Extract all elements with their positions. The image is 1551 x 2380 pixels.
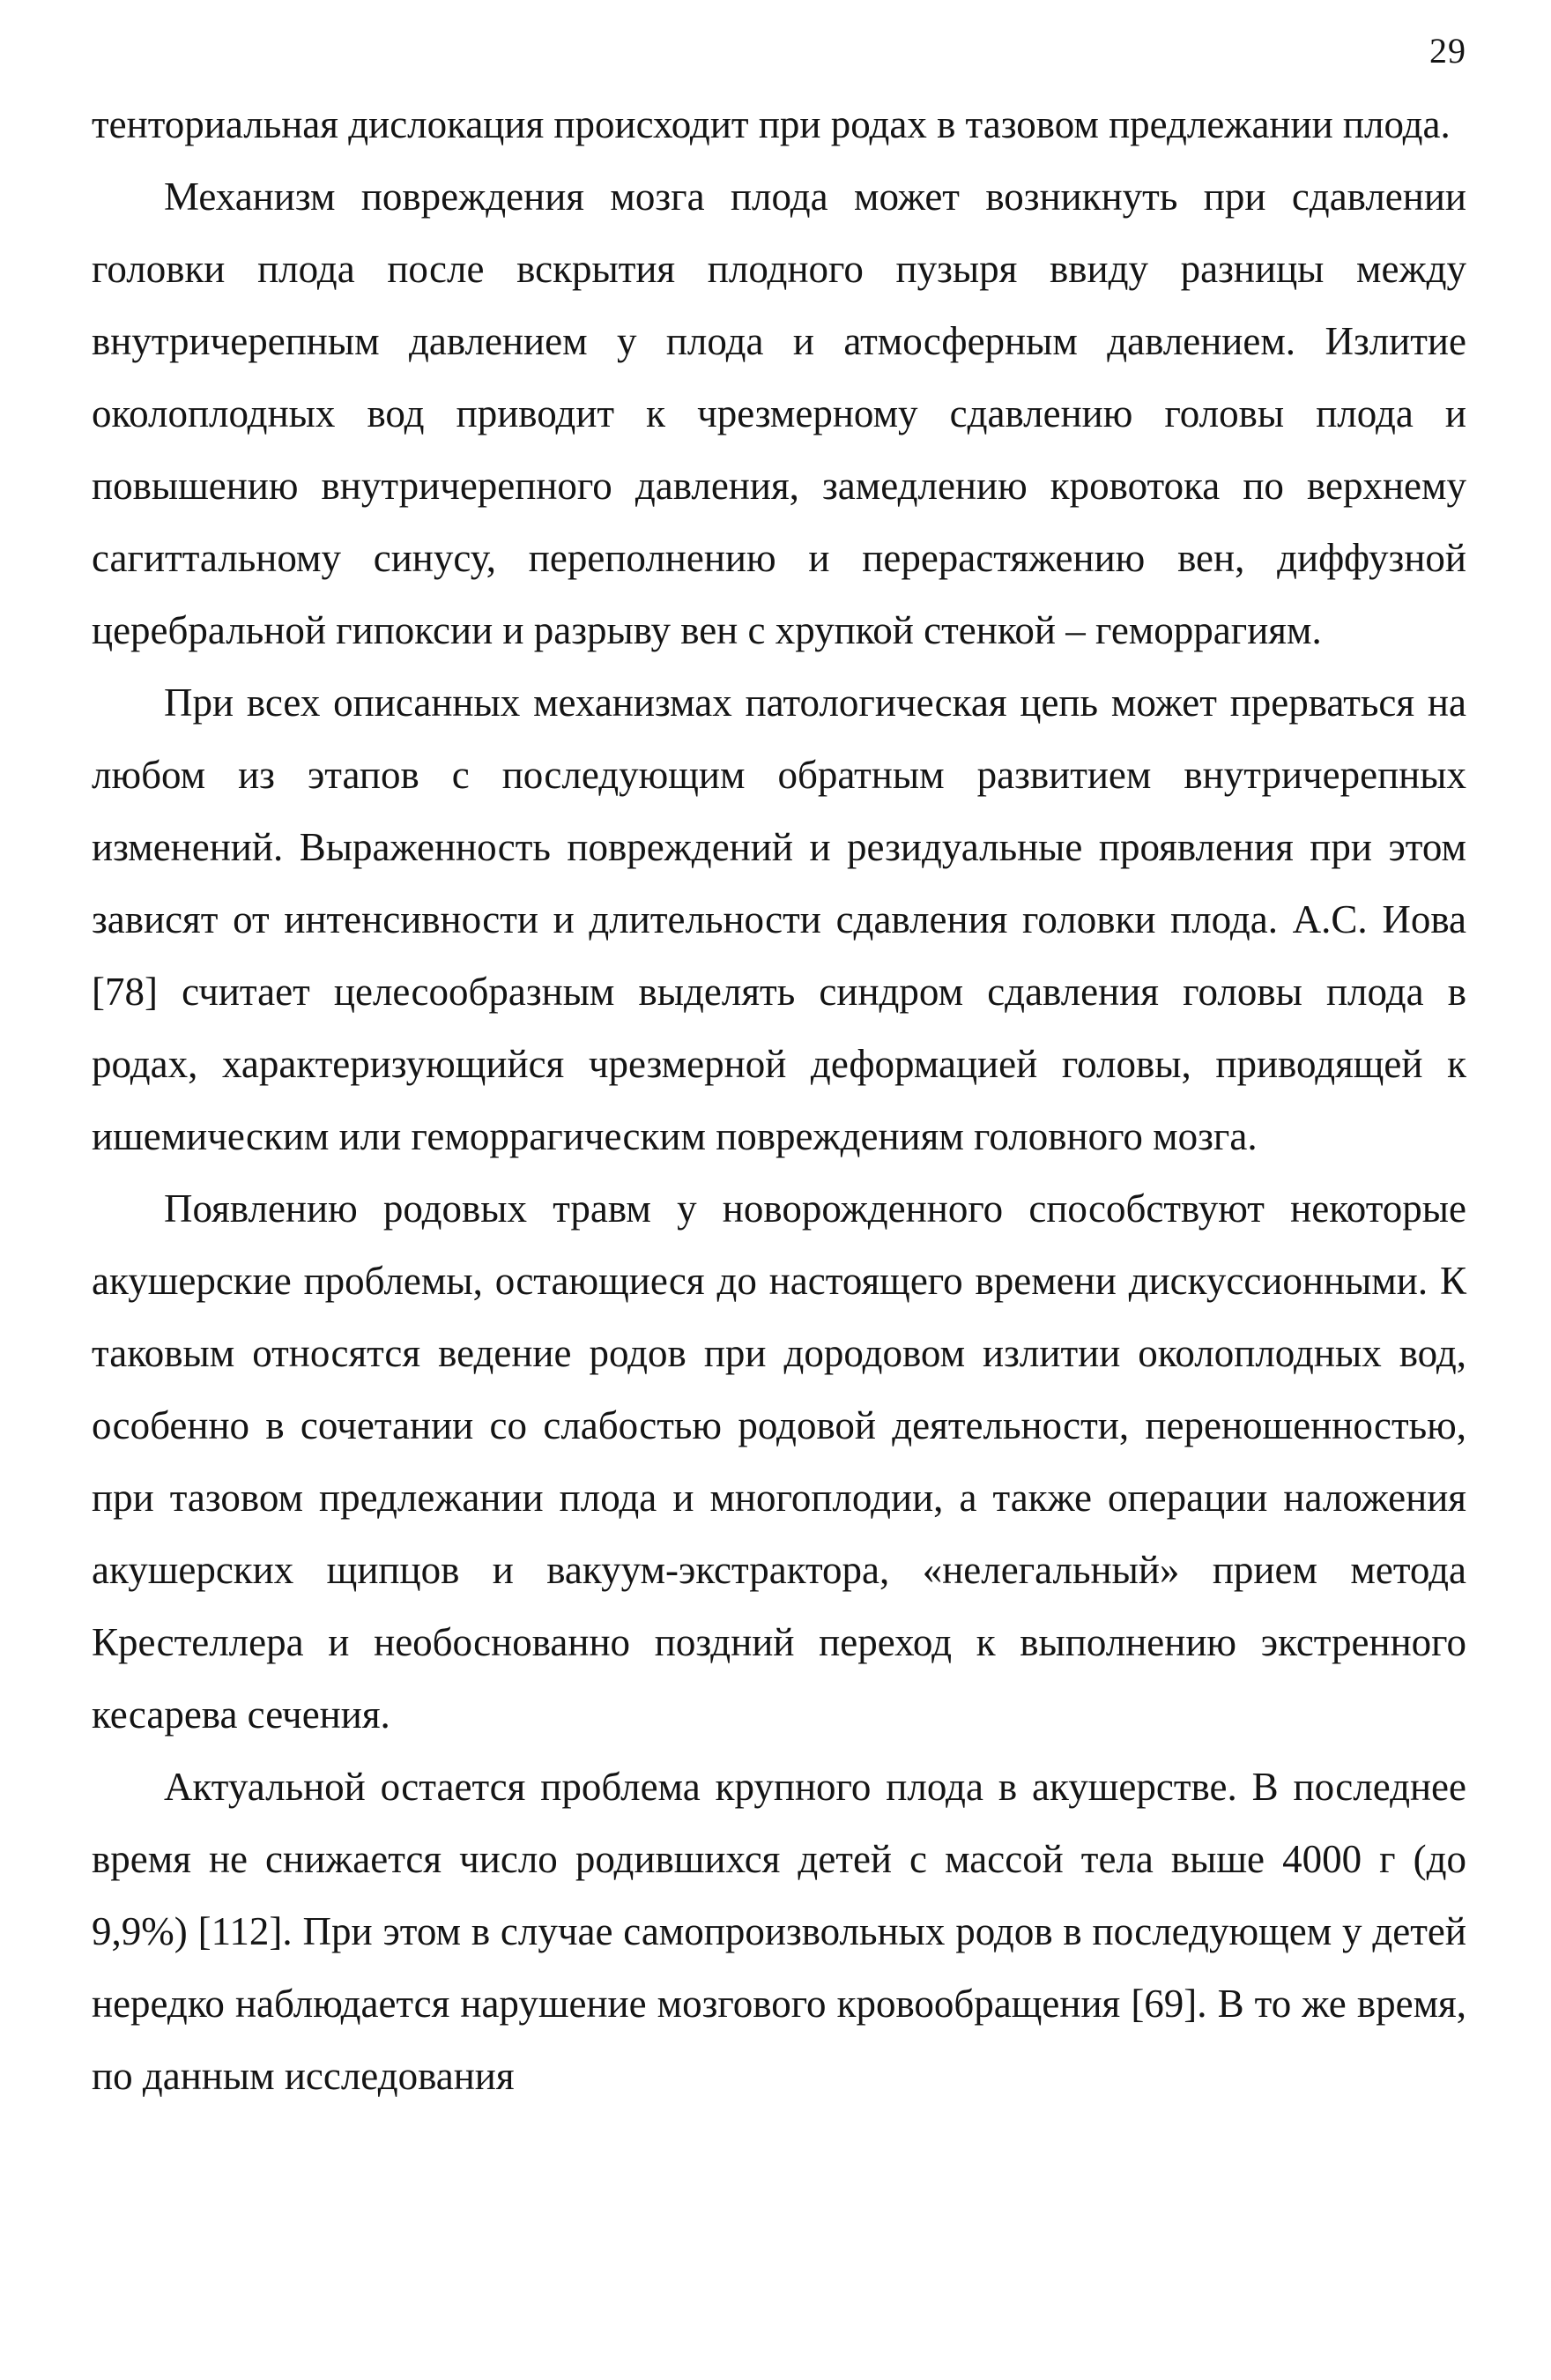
paragraph-large-fetus: Актуальной остается проблема крупного плода в акушерстве. В последнее время не снижается число родившихся детей с массой тела выше 4000 г (до 9,9%) [112]. При этом в случае самопроизвольных родов в последующем у детей нередко наблюдается нарушение мозгового кровообращения [69]. В то же время, по данным исследования (92, 1765, 1466, 2098)
document-body (92, 88, 1466, 2112)
paragraph-obstetric-problems: Появлению родовых травм у новорожденного способствуют некоторые акушерские проблемы, остающиеся до настоящего времени дискуссионными. К таковым относятся ведение родов при дородовом излитии околоплодных вод, особенно в сочетании со слабостью родовой деятельности, переношенностью, при тазовом предлежании плода и многоплодии, а также операции наложения акушерских щипцов и вакуум-экстрактора, «нелегальный» прием метода Крестеллера и необоснованно поздний переход к выполнению экстренного кесарева сечения. (92, 1186, 1466, 1737)
paragraph-continuation: тенториальная дислокация происходит при родах в тазовом предлежании плода. (92, 102, 1451, 146)
paragraph-pathological-chain: При всех описанных механизмах патологическая цепь может прерваться на любом из этапов с последующим обратным развитием внутричерепных изменений. Выраженность повреждений и резидуальные проявления при этом зависят от интенсивности и длительности сдавления головки плода. А.С. Иова [78] считает целесообразным выделять синдром сдавления головы плода в родах, характеризующийся чрезмерной деформацией головы, приводящей к ишемическим или геморрагическим повреждениям головного мозга. (92, 681, 1466, 1158)
page-number: 29 (1429, 31, 1466, 71)
paragraph-brain-damage-mechanism: Механизм повреждения мозга плода может возникнуть при сдавлении головки плода после вскрытия плодного пузыря ввиду разницы между внутричерепным давлением у плода и атмосферным давлением. Излитие околоплодных вод приводит к чрезмерному сдавлению головы плода и повышению внутричерепного давления, замедлению кровотока по верхнему сагиттальному синусу, переполнению и перерастяжению вен, диффузной церебральной гипоксии и разрыву вен с хрупкой стенкой – геморрагиям. (92, 175, 1466, 652)
